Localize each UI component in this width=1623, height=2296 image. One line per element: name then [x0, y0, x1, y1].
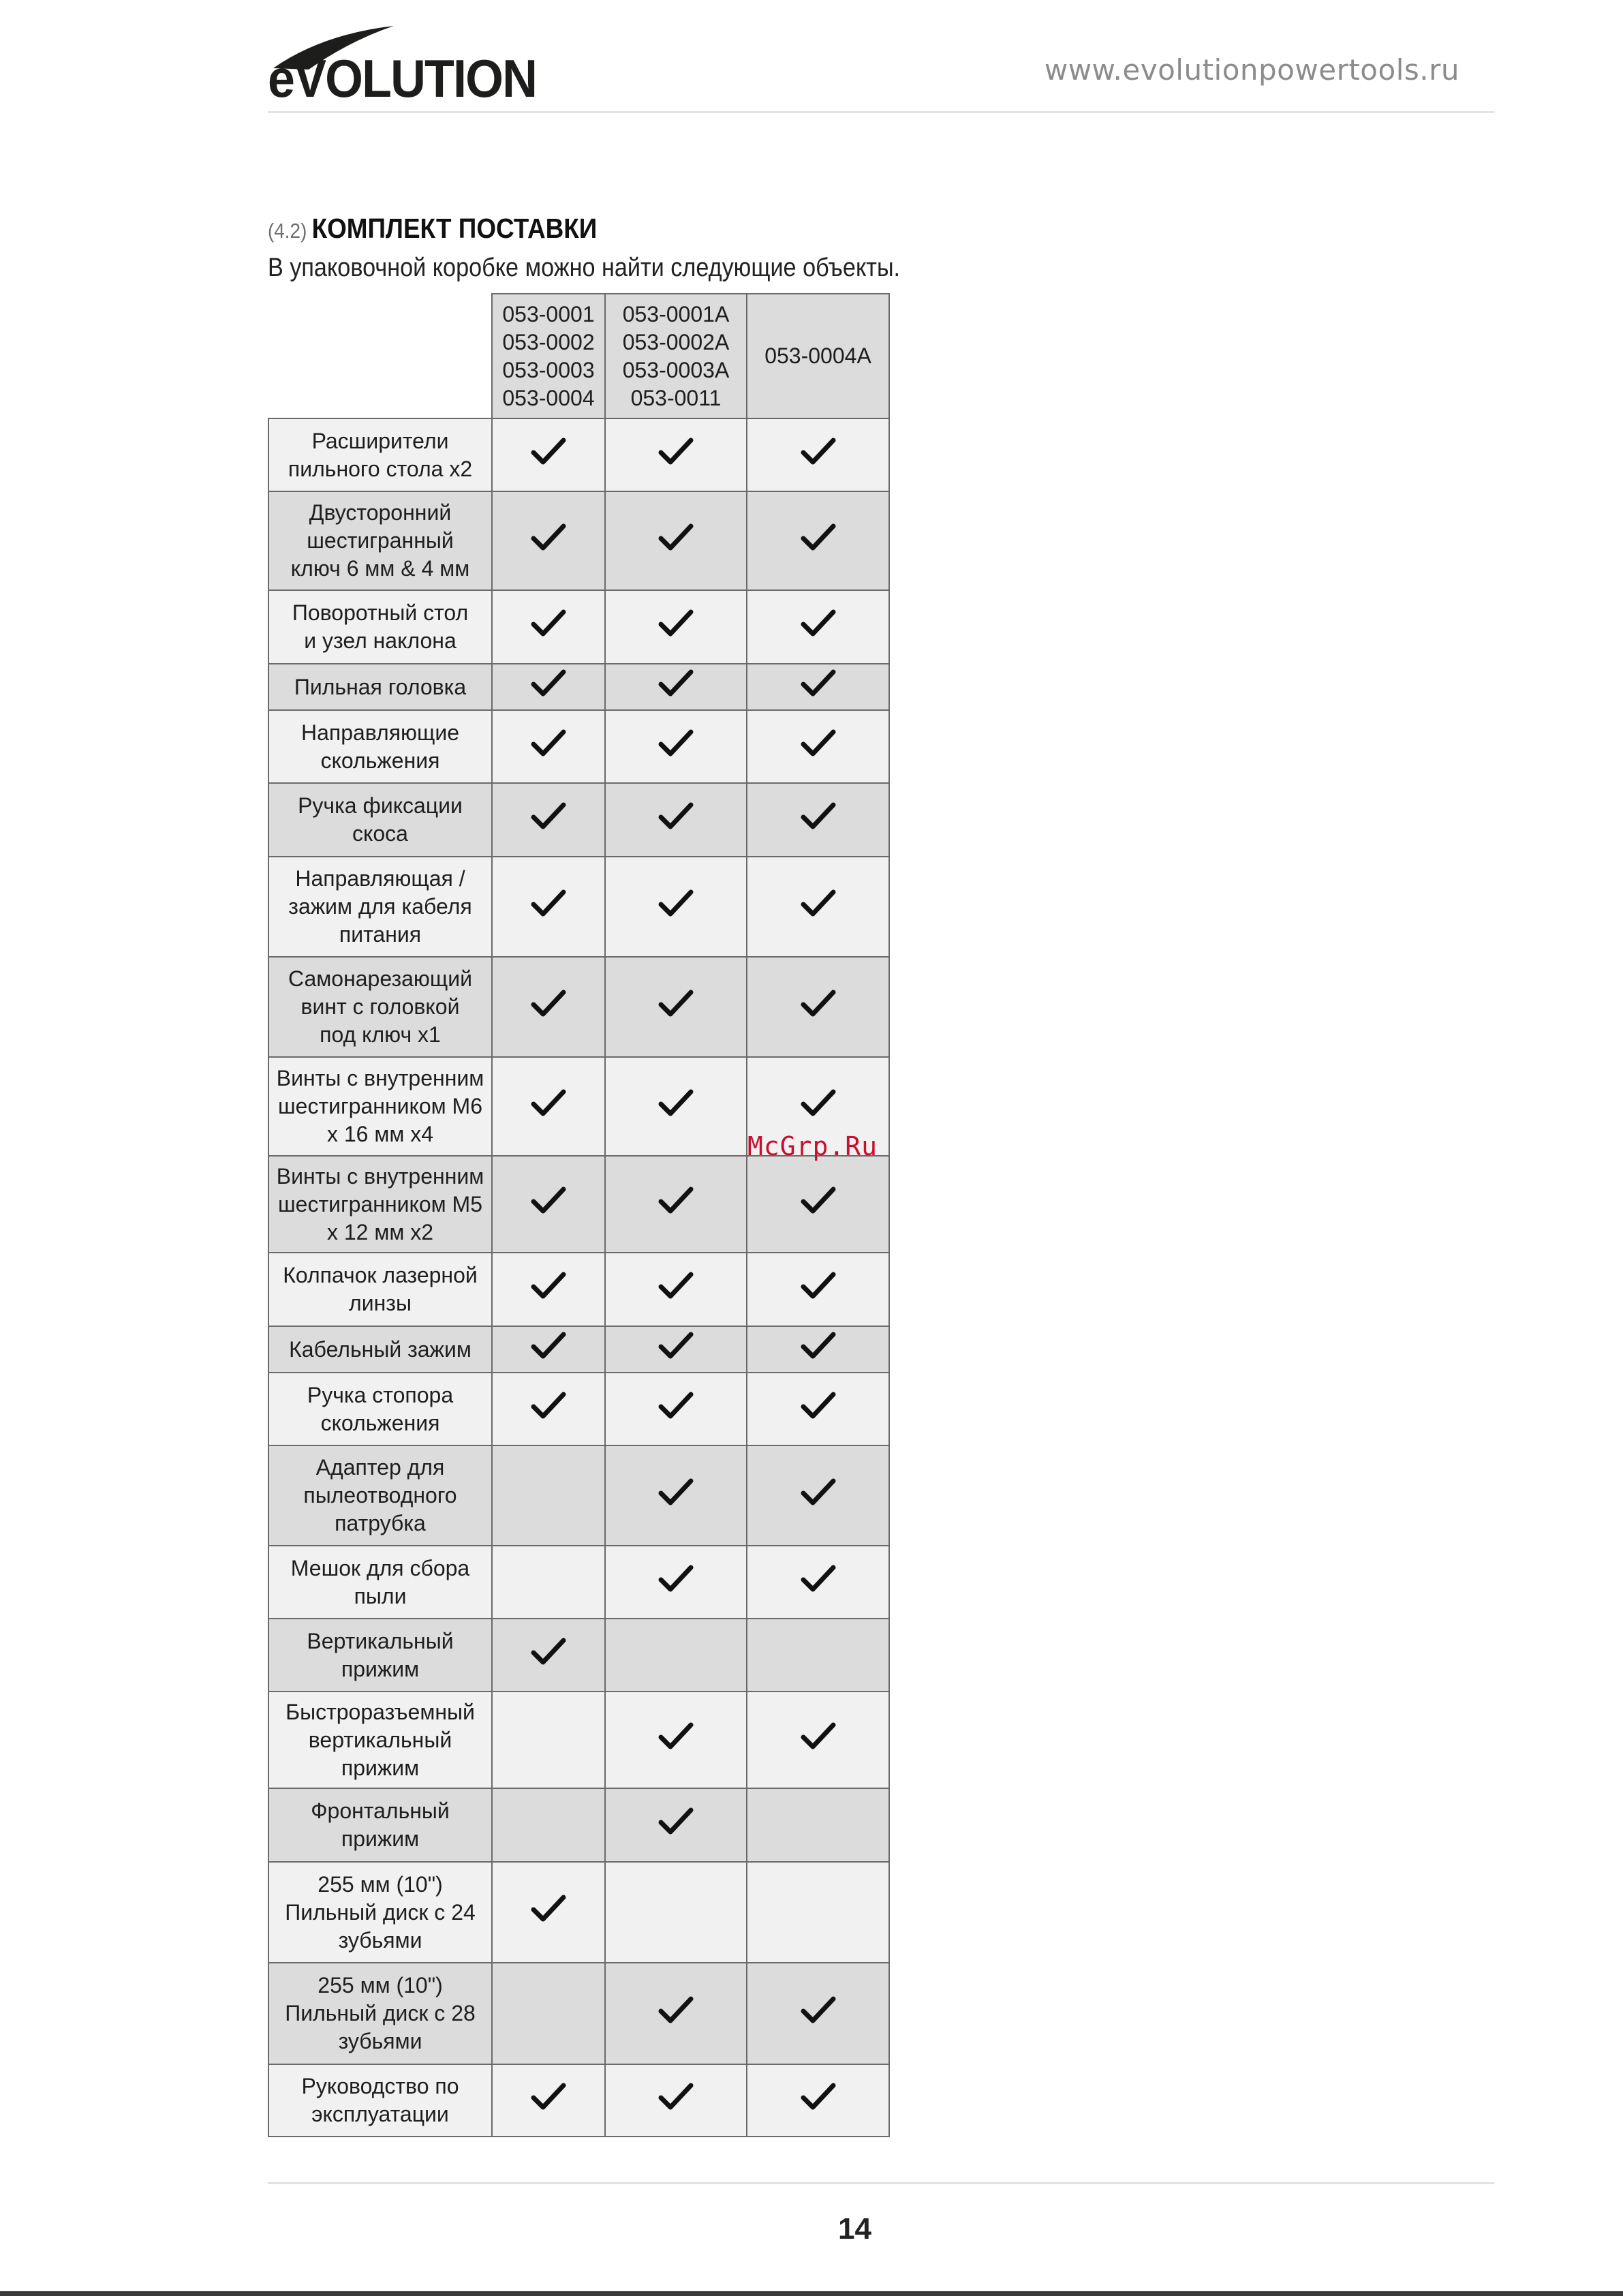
package-contents-table	[268, 293, 890, 2137]
model-column-header	[492, 294, 605, 418]
checkmark-icon	[801, 1270, 836, 1302]
checkmark-icon	[658, 1806, 694, 1837]
table-row	[268, 590, 889, 664]
item-name: Руководство по эксплуатации	[268, 2064, 492, 2137]
checkmark-icon	[531, 1390, 566, 1422]
checkmark-icon	[658, 1185, 694, 1216]
model-availability-cell	[747, 1788, 889, 1862]
checkmark-icon	[658, 436, 694, 468]
checkmark-icon	[658, 1088, 694, 1119]
model-availability-cell	[747, 2064, 889, 2137]
model-code: 053-0002	[502, 329, 595, 354]
checkmark-icon	[801, 608, 836, 639]
model-availability-cell	[605, 857, 747, 957]
evolution-logo	[268, 20, 561, 108]
model-availability-cell	[492, 1445, 605, 1546]
checkmark-icon	[658, 988, 694, 1020]
website-url[interactable]: www.evolutionpowertools.ru	[1044, 53, 1459, 87]
checkmark-icon	[658, 1477, 694, 1508]
item-name: Мешок для сбора пыли	[268, 1546, 492, 1619]
table-row	[268, 1619, 889, 1692]
checkmark-icon	[531, 436, 566, 468]
checkmark-icon	[658, 522, 694, 553]
item-name: Винты с внутренним шестигранником M6 x 16 мм x4	[268, 1057, 492, 1156]
table-row	[268, 1445, 889, 1546]
model-availability-cell	[605, 1326, 747, 1373]
checkmark-icon	[801, 988, 836, 1020]
table-row	[268, 857, 889, 957]
model-column-header	[747, 294, 889, 418]
model-availability-cell	[605, 1373, 747, 1445]
model-availability-cell	[492, 1546, 605, 1619]
model-availability-cell	[747, 957, 889, 1057]
table-row	[268, 491, 889, 590]
model-availability-cell	[605, 1156, 747, 1253]
checkmark-icon	[531, 1185, 566, 1216]
model-code: 053-0001A	[622, 301, 730, 326]
model-availability-cell	[605, 1692, 747, 1788]
model-availability-cell	[605, 1788, 747, 1862]
checkmark-icon	[801, 1330, 836, 1362]
item-name: Фронтальный прижим	[268, 1788, 492, 1862]
item-name: 255 мм (10") Пильный диск с 28 зубьями	[268, 1963, 492, 2064]
checkmark-icon	[658, 888, 694, 919]
checkmark-icon	[658, 801, 694, 832]
item-name: Расширители пильного стола x2	[268, 418, 492, 491]
checkmark-icon	[658, 1721, 694, 1752]
checkmark-icon	[658, 2081, 694, 2113]
table-header-row	[268, 294, 889, 418]
checkmark-icon	[801, 1185, 836, 1216]
checkmark-icon	[531, 1893, 566, 1925]
model-availability-cell	[492, 710, 605, 783]
checkmark-icon	[658, 1270, 694, 1302]
model-availability-cell	[605, 2064, 747, 2137]
model-availability-cell	[747, 1619, 889, 1692]
table-row	[268, 2064, 889, 2137]
model-availability-cell	[747, 1546, 889, 1619]
model-column-header	[605, 294, 747, 418]
model-availability-cell	[492, 1692, 605, 1788]
model-availability-cell	[747, 1373, 889, 1445]
model-availability-cell	[492, 1619, 605, 1692]
table-row	[268, 418, 889, 491]
checkmark-icon	[801, 668, 836, 699]
item-name: Адаптер для пылеотводного патрубка	[268, 1445, 492, 1546]
model-availability-cell	[747, 1156, 889, 1253]
checkmark-icon	[531, 728, 566, 759]
model-code: 053-0002A	[622, 329, 730, 354]
model-availability-cell	[747, 1326, 889, 1373]
table-row	[268, 1963, 889, 2064]
model-availability-cell	[747, 1445, 889, 1546]
table-row	[268, 957, 889, 1057]
table-row	[268, 1253, 889, 1326]
table-row	[268, 1373, 889, 1445]
model-availability-cell	[747, 664, 889, 710]
model-code: 053-0004A	[764, 343, 871, 368]
footer-divider	[268, 2182, 1494, 2184]
item-name: Кабельный зажим	[268, 1326, 492, 1373]
model-availability-cell	[492, 2064, 605, 2137]
model-code: 053-0004	[502, 385, 595, 410]
item-name: Самонарезающий винт с головкой под ключ x1	[268, 957, 492, 1057]
table-row	[268, 710, 889, 783]
checkmark-icon	[531, 888, 566, 919]
model-availability-cell	[492, 857, 605, 957]
model-availability-cell	[492, 1253, 605, 1326]
section-number: (4.2)	[268, 219, 307, 243]
checkmark-icon	[658, 608, 694, 639]
model-availability-cell	[747, 418, 889, 491]
table-row	[268, 1156, 889, 1253]
model-availability-cell	[605, 1619, 747, 1692]
model-availability-cell	[492, 957, 605, 1057]
model-code: 053-0003	[502, 357, 595, 382]
model-availability-cell	[605, 1963, 747, 2064]
table-row	[268, 664, 889, 710]
checkmark-icon	[801, 888, 836, 919]
section-title: КОМПЛЕКТ ПОСТАВКИ	[311, 213, 598, 244]
model-availability-cell	[747, 1253, 889, 1326]
model-availability-cell	[492, 1057, 605, 1156]
model-availability-cell	[605, 491, 747, 590]
table-row	[268, 1692, 889, 1788]
checkmark-icon	[801, 2081, 836, 2113]
checkmark-icon	[531, 1636, 566, 1668]
item-name: Пильная головка	[268, 664, 492, 710]
model-availability-cell	[747, 783, 889, 857]
model-availability-cell	[605, 1253, 747, 1326]
item-name: Винты с внутренним шестигранником M5 x 12 мм x2	[268, 1156, 492, 1253]
bottom-edge-bar	[0, 2291, 1623, 2296]
model-availability-cell	[492, 1373, 605, 1445]
checkmark-icon	[801, 1995, 836, 2026]
model-availability-cell	[747, 491, 889, 590]
checkmark-icon	[801, 1477, 836, 1508]
checkmark-icon	[658, 1995, 694, 2026]
item-name: Направляющие скольжения	[268, 710, 492, 783]
section-heading	[268, 213, 597, 245]
model-availability-cell	[605, 957, 747, 1057]
model-availability-cell	[492, 1326, 605, 1373]
checkmark-icon	[801, 1088, 836, 1119]
checkmark-icon	[531, 1270, 566, 1302]
checkmark-icon	[801, 1721, 836, 1752]
checkmark-icon	[801, 522, 836, 553]
model-availability-cell	[492, 1862, 605, 1963]
item-name: Поворотный стол и узел наклона	[268, 590, 492, 664]
checkmark-icon	[801, 1563, 836, 1595]
model-availability-cell	[492, 491, 605, 590]
item-name: Вертикальный прижим	[268, 1619, 492, 1692]
model-availability-cell	[605, 1546, 747, 1619]
model-availability-cell	[747, 1963, 889, 2064]
model-availability-cell	[747, 857, 889, 957]
checkmark-icon	[801, 801, 836, 832]
checkmark-icon	[801, 1390, 836, 1422]
checkmark-icon	[531, 522, 566, 553]
checkmark-icon	[531, 1330, 566, 1362]
model-availability-cell	[605, 1057, 747, 1156]
logo-text: eVOLUTION	[268, 48, 537, 108]
model-availability-cell	[605, 783, 747, 857]
model-availability-cell	[492, 1963, 605, 2064]
item-name: Двусторонний шестигранный ключ 6 мм & 4 мм	[268, 491, 492, 590]
checkmark-icon	[531, 668, 566, 699]
table-row	[268, 1326, 889, 1373]
checkmark-icon	[531, 801, 566, 832]
header-divider	[268, 111, 1494, 113]
watermark: McGrp.Ru	[747, 1131, 878, 1161]
checkmark-icon	[801, 728, 836, 759]
model-code: 053-0003A	[622, 357, 730, 382]
checkmark-icon	[658, 1330, 694, 1362]
checkmark-icon	[531, 2081, 566, 2113]
model-availability-cell	[747, 710, 889, 783]
model-availability-cell	[747, 590, 889, 664]
item-name: Направляющая / зажим для кабеля питания	[268, 857, 492, 957]
checkmark-icon	[801, 436, 836, 468]
item-name: Быстроразъемный вертикальный прижим	[268, 1692, 492, 1788]
table-row	[268, 1862, 889, 1963]
model-availability-cell	[605, 590, 747, 664]
item-name: Колпачок лазерной линзы	[268, 1253, 492, 1326]
checkmark-icon	[658, 668, 694, 699]
header-corner	[268, 294, 492, 418]
model-availability-cell	[605, 1862, 747, 1963]
table-row	[268, 783, 889, 857]
table-body	[268, 418, 889, 2137]
model-availability-cell	[605, 1445, 747, 1546]
model-availability-cell	[492, 783, 605, 857]
item-name: Ручка стопора скольжения	[268, 1373, 492, 1445]
table-row	[268, 1546, 889, 1619]
checkmark-icon	[658, 1390, 694, 1422]
checkmark-icon	[658, 728, 694, 759]
model-code: 053-0011	[630, 385, 722, 410]
checkmark-icon	[531, 988, 566, 1020]
model-availability-cell	[605, 664, 747, 710]
section-intro: В упаковочной коробке можно найти следующие объекты.	[268, 254, 901, 282]
checkmark-icon	[658, 1563, 694, 1595]
model-code: 053-0001	[502, 301, 595, 326]
model-availability-cell	[492, 1156, 605, 1253]
checkmark-icon	[531, 608, 566, 639]
model-availability-cell	[747, 1692, 889, 1788]
model-availability-cell	[492, 664, 605, 710]
model-availability-cell	[605, 710, 747, 783]
page-number: 14	[838, 2212, 871, 2246]
model-availability-cell	[492, 1788, 605, 1862]
table-row	[268, 1788, 889, 1862]
model-availability-cell	[492, 418, 605, 491]
item-name: 255 мм (10") Пильный диск с 24 зубьями	[268, 1862, 492, 1963]
item-name: Ручка фиксации скоса	[268, 783, 492, 857]
model-availability-cell	[747, 1862, 889, 1963]
model-availability-cell	[605, 418, 747, 491]
checkmark-icon	[531, 1088, 566, 1119]
model-availability-cell	[492, 590, 605, 664]
